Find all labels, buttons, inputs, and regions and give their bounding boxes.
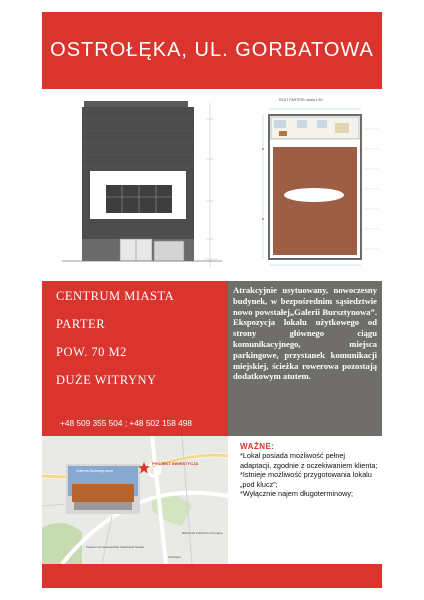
feature-location: CENTRUM MIASTA <box>56 289 175 303</box>
building-elevation-panel <box>42 89 239 281</box>
map-marker-label: PROJEKT INWESTYCJA <box>152 461 199 466</box>
map-drawing <box>42 436 228 564</box>
important-notes <box>228 436 382 564</box>
map-poi-gallery: Galeria Bursztynowa <box>76 468 113 473</box>
description-panel <box>228 281 382 436</box>
feature-area: POW. 70 M2 <box>56 345 127 359</box>
map-poi-city: Ostrołęka <box>168 555 181 559</box>
map-poi-parish: Parafia rzymskokatolicka Zbawiciela Świata <box>86 545 145 549</box>
floor-plan-drawing <box>239 89 382 281</box>
map-poi-library: Biblioteka Publiczna Ostrołęka <box>182 531 223 535</box>
contact-phones[interactable]: +48 509 355 504 ; +48 502 158 498 <box>60 418 192 428</box>
page-title: OSTROŁĘKA, UL. GORBATOWA <box>50 39 374 61</box>
building-elevation-drawing <box>42 89 239 281</box>
features-panel <box>42 281 228 436</box>
floor-plan-caption: RZUT PARTERU skala 1:50 <box>279 98 323 102</box>
location-map <box>42 436 228 564</box>
description-text: Atrakcyjnie usytuowany, nowoczesny budynek, w bezpośrednim sąsiedztwie nowo powstałej„Galerii Bursztynowa”. Ekspozycja lokalu użytkowego od strony głównego ciągu komunikacyjnego, miejsca parkingowe, przystanek komunikacji miejskiej, ścieżka rowerowa pozostają dodatkowym atutem. <box>233 285 377 382</box>
floor-plan-panel <box>239 89 382 281</box>
footer-bar <box>42 564 382 588</box>
title-banner <box>42 12 382 89</box>
note-turnkey: *Istnieje możliwość przygotowania lokalu „pod klucz”; <box>240 470 372 489</box>
feature-floor: PARTER <box>56 317 106 331</box>
note-adaptation: *Lokal posiada możliwość pełnej adaptacji, zgodnie z oczekiwaniem klienta; <box>240 451 378 470</box>
feature-windows: DUŻE WITRYNY <box>56 373 157 387</box>
notes-title: WAŻNE: <box>240 442 275 451</box>
note-longterm: *Wyłącznie najem długoterminowy; <box>240 489 354 499</box>
